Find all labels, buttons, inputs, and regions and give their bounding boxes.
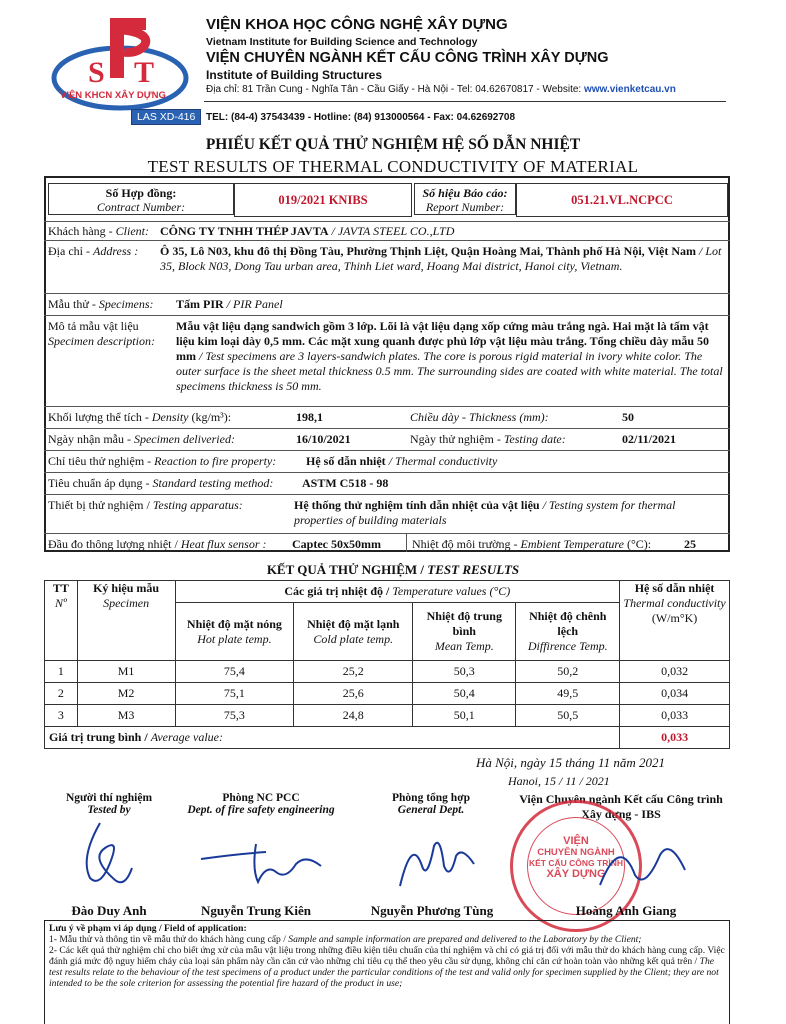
- signature-scribble-kien: [196, 834, 346, 894]
- signature-block-general: Phòng tổng hợp General Dept.: [392, 792, 470, 816]
- col-mean-header: Nhiệt độ trung bình Mean Temp.: [413, 603, 516, 661]
- divider: [44, 315, 730, 316]
- address-value: Ô 35, Lô N03, khu đô thị Đồng Tàu, Phường Thịnh Liệt, Quận Hoàng Mai, Thành phố Hà Nội, Việt Nam / Lot 35, Block N03, Dong Tau urban area, Thinh Liet ward, Hoang Mai district, Hanoi city, Vietnam.: [160, 244, 722, 273]
- signatory-name-anh: Đào Duy Anh: [71, 903, 147, 918]
- date-vn: Hà Nội, ngày 15 tháng 11 năm 2021: [476, 755, 665, 770]
- org-name-en: Vietnam Institute for Building Science and Technology: [206, 36, 478, 48]
- address-label: Địa chỉ - Address :: [48, 244, 139, 258]
- contact-line: TEL: (84-4) 37543439 - Hotline: (84) 913000564 - Fax: 04.62692708: [206, 112, 516, 123]
- divider: [44, 533, 730, 534]
- report-label-box: Số hiệu Báo cáo: Report Number:: [414, 183, 516, 215]
- svg-text:S: S: [88, 56, 105, 89]
- specimen-label: Mẫu thử - Specimens:: [48, 297, 154, 311]
- average-value: 0,033: [620, 727, 730, 749]
- table-row: 2 M2 75,1 25,6 50,4 49,5 0,034: [45, 683, 730, 705]
- contract-number-row: [48, 183, 726, 217]
- received-label: Ngày nhận mẫu - Specimen deliveried:: [48, 432, 235, 446]
- org-name-vn: VIỆN KHOA HỌC CÔNG NGHỆ XÂY DỰNG: [206, 16, 508, 33]
- client-label: Khách hàng - Client:: [48, 224, 149, 238]
- contract-label-box: Số Hợp đồng: Contract Number:: [48, 183, 234, 215]
- col-hot-header: Nhiệt độ mặt nóng Hot plate temp.: [175, 603, 294, 661]
- testdate-label: Ngày thử nghiệm - Testing date:: [410, 432, 566, 446]
- table-row: 1 M1 75,4 25,2 50,3 50,2 0,032: [45, 661, 730, 683]
- sensor-label: Đầu đo thông lượng nhiệt / Heat flux sensor :: [48, 537, 267, 551]
- sensor-value: Captec 50x50mm: [292, 537, 381, 551]
- temperature-group-header: Các giá trị nhiệt độ / Temperature values (°C): [175, 581, 620, 603]
- document-title-vn: PHIẾU KẾT QUẢ THỬ NGHIỆM HỆ SỐ DẪN NHIỆT: [205, 136, 581, 153]
- institute-name-vn: VIỆN CHUYÊN NGÀNH KẾT CẤU CÔNG TRÌNH XÂY DỰNG: [206, 50, 609, 66]
- col-cold-header: Nhiệt độ mặt lạnh Cold plate temp.: [294, 603, 413, 661]
- divider: [44, 293, 730, 294]
- header-divider: [204, 101, 726, 102]
- sensor-divider: [406, 533, 407, 552]
- signature-block-tested: Người thí nghiệm Tested by: [65, 792, 153, 816]
- document-title-en: TEST RESULTS OF THERMAL CONDUCTIVITY OF MATERIAL: [147, 157, 639, 176]
- standard-label: Tiêu chuẩn áp dụng - Standard testing method:: [48, 476, 274, 490]
- divider: [44, 494, 730, 495]
- signature-block-fire: Phòng NC PCC Dept. of fire safety engineering: [187, 792, 335, 816]
- signature-scribble-anh: [70, 818, 140, 898]
- average-row: [45, 727, 730, 749]
- standard-value: ASTM C518 - 98: [302, 476, 389, 490]
- divider: [44, 472, 730, 473]
- signature-scribble-giang: [590, 830, 700, 900]
- signature-scribble-tung: [392, 826, 482, 896]
- date-en: Hanoi, 15 / 11 / 2021: [508, 774, 610, 788]
- report-number: 051.21.VL.NCPCC: [516, 183, 728, 217]
- logo-caption: VIỆN KHCN XÂY DỰNG: [60, 90, 166, 101]
- average-label: Giá trị trung bình / Average value:: [45, 727, 620, 749]
- divider: [44, 221, 730, 222]
- density-value: 198,1: [296, 410, 323, 424]
- col-specimen-header: Ký hiệu mẫu Specimen: [77, 581, 175, 661]
- thickness-label: Chiều dày - Thickness (mm):: [410, 410, 549, 424]
- divider: [44, 450, 730, 451]
- results-table: [44, 580, 730, 749]
- institute-address: Địa chỉ: 81 Trần Cung - Nghĩa Tân - Cầu Giấy - Hà Nội - Tel: 04.62670817 - Website: www.vienketcau.vn: [206, 84, 676, 95]
- signatory-name-giang: Hoàng Anh Giang: [575, 903, 677, 918]
- contract-number: 019/2021 KNIBS: [234, 183, 412, 217]
- svg-text:T: T: [134, 56, 155, 89]
- ambient-label: Nhiệt độ môi trường - Embient Temperature (°C):: [412, 537, 652, 551]
- reaction-label: Chỉ tiêu thử nghiệm - Reaction to fire property:: [48, 454, 277, 468]
- col-no-header: TT Nº: [45, 581, 78, 661]
- official-stamp: VIỆN CHUYÊN NGÀNH KẾT CẤU CÔNG TRÌNH XÂY DỰNG: [510, 800, 642, 932]
- signatory-name-tung: Nguyễn Phương Tùng: [370, 903, 494, 918]
- col-k-header: Hệ số dẫn nhiệt Thermal conductivity (W/m°K): [620, 581, 730, 661]
- divider: [44, 428, 730, 429]
- apparatus-value: Hệ thống thử nghiệm tính dẫn nhiệt của vật liệu / Testing system for thermal properties of building materials: [294, 498, 676, 527]
- description-value: Mẫu vật liệu dạng sandwich gồm 3 lớp. Lõi là vật liệu dạng xốp cứng màu trắng ngà. Hai mặt là tấm vật liệu kim loại dày 0,5 mm. Các mặt xung quanh được phủ lớp vật liệu màu trắng. Tổng chiều dày mẫu 50 mm / Test specimens are 3 layers-sandwich plates. The core is porous rigid material in ivory white color. The outer surface is the sheet metal thickness 0.5 mm. The surrounding sides are coated with white material. The total specimens thickness is 50 mm.: [176, 319, 723, 393]
- divider: [44, 406, 730, 407]
- note-2: 2- Các kết quả thử nghiệm chỉ cho biết ứng xử của mẫu vật liệu trong những điều kiện tiêu chuẩn của thí nghiệm và chỉ có giá trị đối với mẫu thử do khách hàng cung cấp. Việc đánh giá mức độ nguy hiểm cháy của loại sản phẩm này cần căn cứ vào những chỉ tiêu cụ thể theo yêu cầu sử dụng, không chỉ căn cứ hoàn toàn vào những kết quả trên / The test results relate to the behaviour of the test specimens of a product under the particular conditions of the test and valid only for specimen supplied by the Client; they are not intended to be the sole criterion for assessing the potential fire hazard of the product in use;: [49, 945, 725, 989]
- las-badge: LAS XD-416: [131, 109, 201, 125]
- website-link[interactable]: www.vienketcau.vn: [583, 84, 676, 95]
- field-of-application-notes: Lưu ý về phạm vi áp dụng / Field of application: 1- Mẫu thử và thông tin về mẫu thử do khách hàng cung cấp / Sample and sample information are prepared and delivered to the Laboratory by the Client; 2- Các kết quả thử nghiệm chỉ cho biết ứng xử của mẫu vật liệu trong những điều kiện tiêu chuẩn của thí nghiệm và chỉ có giá trị đối với mẫu thử do khách hàng cung cấp. Việc đánh giá mức độ nguy hiểm cháy của loại sản phẩm này cần căn cứ vào những chỉ tiêu cụ thể theo yêu cầu sử dụng, không chỉ căn cứ hoàn toàn vào những kết quả trên / The test results relate to the behaviour of the test specimens of a product under the particular conditions of the test and valid only for specimen supplied by the Client; they are not intended to be the sole criterion for assessing the potential fire hazard of the product in use;: [44, 920, 730, 1024]
- ambient-value: 25: [684, 537, 696, 551]
- col-diff-header: Nhiệt độ chênh lệch Diffirence Temp.: [516, 603, 620, 661]
- density-label: Khối lượng thể tích - Density (kg/m³):: [48, 410, 232, 424]
- results-title: KẾT QUẢ THỬ NGHIỆM / TEST RESULTS: [266, 562, 520, 577]
- institute-name-en: Institute of Building Structures: [206, 68, 382, 82]
- specimen-value: Tấm PIR / PIR Panel: [176, 297, 283, 311]
- table-row: 3 M3 75,3 24,8 50,1 50,5 0,033: [45, 705, 730, 727]
- testdate-value: 02/11/2021: [622, 432, 677, 446]
- reaction-value: Hệ số dẫn nhiệt / Thermal conductivity: [306, 454, 498, 468]
- signature-block-director: Viện Chuyên ngành Kết cấu Công trình Xây dựng - IBS: [519, 792, 723, 821]
- client-value: CÔNG TY TNHH THÉP JAVTA / JAVTA STEEL CO.,LTD: [160, 224, 455, 238]
- thickness-value: 50: [622, 410, 634, 424]
- received-value: 16/10/2021: [296, 432, 351, 446]
- description-label: Mô tả mẫu vật liệu Specimen description:: [48, 319, 155, 348]
- apparatus-label: Thiết bị thử nghiệm / Testing apparatus:: [48, 498, 243, 512]
- divider: [44, 240, 730, 241]
- note-1: 1- Mẫu thử và thông tin về mẫu thử do khách hàng cung cấp / Sample and sample information are prepared and delivered to the Laboratory by the Client;: [49, 934, 642, 945]
- signatory-name-kien: Nguyễn Trung Kiên: [200, 903, 312, 918]
